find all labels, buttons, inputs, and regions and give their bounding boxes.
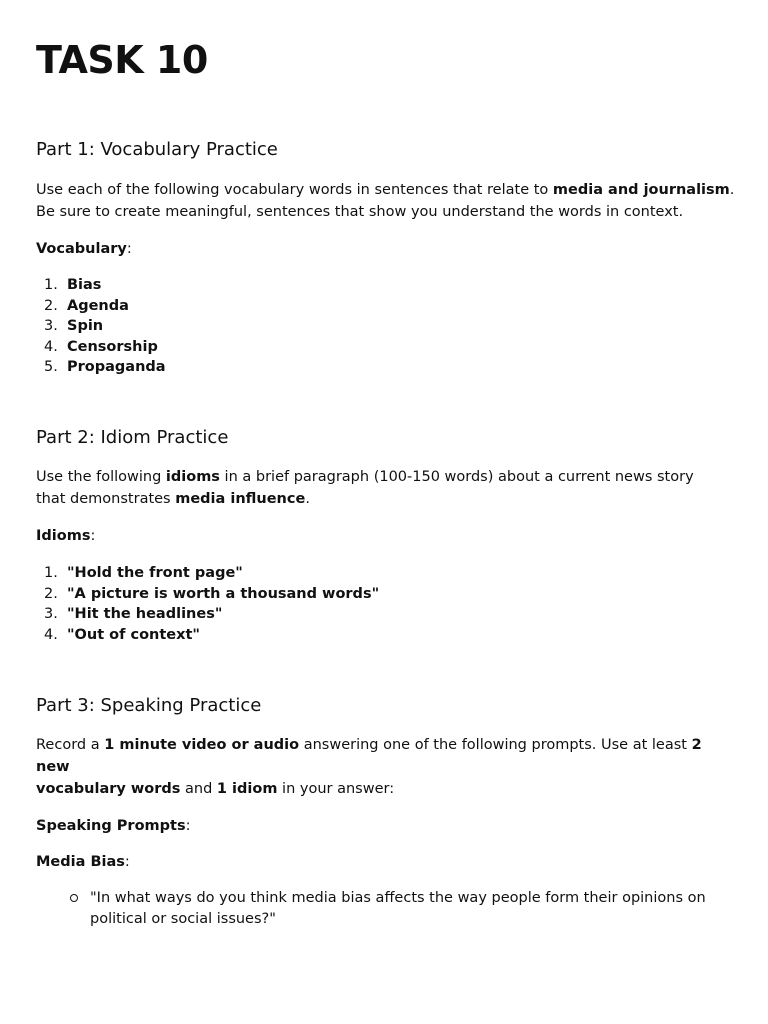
hollow-bullet-icon bbox=[70, 894, 78, 902]
part1-intro-line2: Be sure to create meaningful, sentences that show you understand the words in context. bbox=[36, 204, 684, 220]
list-item bbox=[36, 357, 736, 378]
list-number: 2. bbox=[44, 585, 58, 602]
list-item bbox=[36, 296, 736, 317]
part2-intro-text-d: . bbox=[305, 491, 310, 507]
part2-intro-bold-influence: media influence bbox=[175, 491, 306, 507]
media-bias-label bbox=[36, 851, 736, 873]
part3-intro-text-d: in your answer: bbox=[277, 781, 395, 797]
part2-intro-text-b: in a brief paragraph (100-150 words) about a current news story bbox=[219, 469, 694, 485]
list-item bbox=[36, 275, 736, 296]
idioms-label-colon: : bbox=[90, 528, 96, 544]
list-item bbox=[36, 337, 736, 358]
part2-section bbox=[36, 426, 736, 645]
vocabulary-word: Propaganda bbox=[67, 359, 166, 375]
list-item bbox=[36, 563, 736, 584]
part1-intro bbox=[36, 179, 736, 223]
list-number: 5. bbox=[44, 359, 58, 375]
idiom-text: "Out of context" bbox=[67, 626, 200, 643]
part2-intro bbox=[36, 466, 736, 510]
part1-intro-bold: media and journalism bbox=[552, 182, 730, 198]
vocabulary-label bbox=[36, 238, 736, 260]
part3-intro-text-b: answering one of the following prompts. Use at least bbox=[299, 737, 692, 753]
idiom-text: "Hit the headlines" bbox=[67, 606, 223, 622]
part3-heading: Part 3: Speaking Practice bbox=[36, 695, 262, 716]
list-number: 2. bbox=[44, 297, 58, 314]
part2-heading: Part 2: Idiom Practice bbox=[36, 427, 229, 448]
part3-intro-text-c: and bbox=[180, 781, 217, 797]
part3-intro-bold-vocab: vocabulary words bbox=[36, 781, 181, 797]
part2-intro-text-c: that demonstrates bbox=[36, 491, 176, 507]
part1-intro-text-b: . bbox=[729, 182, 735, 198]
list-item bbox=[36, 316, 736, 337]
list-item bbox=[36, 625, 736, 646]
list-item bbox=[36, 604, 736, 625]
list-number: 3. bbox=[44, 606, 58, 622]
prompt-line-2: political or social issues?" bbox=[90, 910, 276, 927]
part3-section bbox=[36, 694, 736, 929]
vocabulary-word: Bias bbox=[67, 277, 102, 293]
idiom-text: "A picture is worth a thousand words" bbox=[67, 585, 380, 602]
part1-intro-text-a: Use each of the following vocabulary words in sentences that relate to bbox=[36, 182, 553, 198]
part3-intro-text-a: Record a bbox=[36, 737, 105, 753]
part1-heading: Part 1: Vocabulary Practice bbox=[36, 139, 278, 160]
idioms-label-text: Idioms bbox=[36, 528, 91, 544]
part1-section bbox=[36, 138, 736, 378]
prompt-line-1: "In what ways do you think media bias affects the way people form their opinions on bbox=[90, 890, 706, 906]
speaking-prompts-label-text: Speaking Prompts bbox=[36, 818, 186, 834]
media-bias-colon: : bbox=[124, 854, 130, 870]
vocabulary-list bbox=[36, 275, 736, 378]
idioms-list bbox=[36, 563, 736, 645]
vocabulary-word: Agenda bbox=[67, 297, 129, 314]
part2-intro-bold-idioms: idioms bbox=[165, 469, 220, 485]
list-number: 1. bbox=[44, 277, 58, 293]
vocabulary-label-colon: : bbox=[126, 241, 132, 257]
list-item bbox=[36, 584, 736, 605]
part3-intro bbox=[36, 734, 736, 800]
idiom-text: "Hold the front page" bbox=[67, 565, 243, 581]
list-number: 4. bbox=[44, 338, 58, 355]
list-item bbox=[36, 888, 736, 929]
list-number: 4. bbox=[44, 626, 58, 643]
part2-intro-text-a: Use the following bbox=[36, 469, 166, 485]
vocabulary-word: Censorship bbox=[67, 338, 158, 355]
prompts-list bbox=[36, 888, 736, 929]
part3-intro-bold-video: 1 minute video or audio bbox=[104, 737, 300, 753]
page-title: TASK 10 bbox=[36, 38, 208, 82]
idioms-label bbox=[36, 525, 736, 547]
list-number: 3. bbox=[44, 318, 58, 334]
part3-intro-bold-two-new: 2 new bbox=[36, 737, 702, 775]
speaking-prompts-label bbox=[36, 815, 736, 837]
speaking-prompts-colon: : bbox=[185, 818, 191, 834]
vocabulary-label-text: Vocabulary bbox=[36, 241, 127, 257]
part3-intro-bold-idiom: 1 idiom bbox=[216, 781, 278, 797]
media-bias-label-text: Media Bias bbox=[36, 854, 125, 870]
list-number: 1. bbox=[44, 565, 58, 581]
vocabulary-word: Spin bbox=[67, 318, 104, 334]
